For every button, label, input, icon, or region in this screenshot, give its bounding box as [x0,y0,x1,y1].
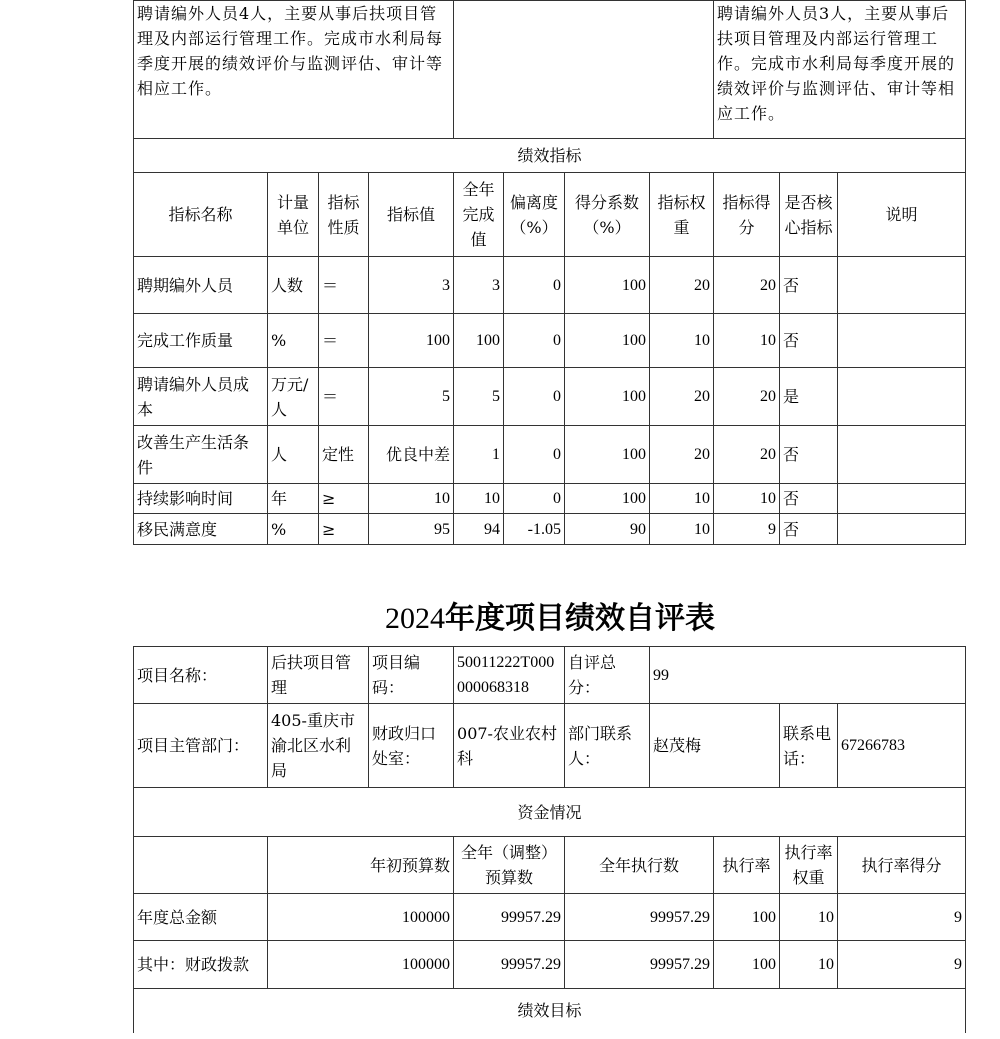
funds-score: 9 [838,894,966,941]
indicator-weight: 20 [650,368,714,426]
header-cell: 指标性质 [319,173,369,257]
indicator-target: 3 [369,257,454,314]
indicator-note [838,257,966,314]
funds-row-label: 年度总金额 [134,894,268,941]
indicator-name: 完成工作质量 [134,314,268,368]
empty-cell [134,837,268,894]
table-row [134,514,966,545]
indicator-weight: 20 [650,257,714,314]
indicator-name: 移民满意度 [134,514,268,545]
indicator-coef: 100 [565,314,650,368]
page-title [0,600,1000,638]
table-row [134,257,966,314]
indicator-score: 20 [714,257,780,314]
table-row [134,894,966,941]
indicator-target: 5 [369,368,454,426]
funds-section-title: 资金情况 [134,788,966,837]
indicator-coef: 100 [565,426,650,484]
funds-adjusted: 99957.29 [454,894,565,941]
header-cell: 执行率得分 [838,837,966,894]
funds-rate: 100 [714,941,780,989]
indicator-weight: 10 [650,484,714,514]
indicator-coef: 100 [565,368,650,426]
header-cell: 偏离度（%） [504,173,565,257]
header-cell: 指标值 [369,173,454,257]
header-row [134,173,966,257]
indicator-name: 持续影响时间 [134,484,268,514]
header-cell: 得分系数（%） [565,173,650,257]
indicator-deviation: 0 [504,484,565,514]
indicator-coef: 90 [565,514,650,545]
dept-label: 项目主管部门： [134,704,268,788]
header-cell: 计量单位 [268,173,319,257]
funds-header-row [134,837,966,894]
indicator-deviation: 0 [504,426,565,484]
finance-value: 007-农业农村科 [454,704,565,788]
indicator-name: 聘期编外人员 [134,257,268,314]
project-code-label: 项目编码： [369,647,454,704]
table-row [134,484,966,514]
contact-label: 部门联系人： [565,704,650,788]
indicator-score: 9 [714,514,780,545]
goal-description-left: 聘请编外人员4人，主要从事后扶项目管理及内部运行管理工作。完成市水利局每季度开展的绩效评价与监测评估、审计等相应工作。 [134,1,454,139]
indicator-nature: ＝ [319,368,369,426]
header-cell: 全年（调整）预算数 [454,837,565,894]
performance-indicator-table [133,0,966,545]
funds-initial: 100000 [268,941,454,989]
indicator-target: 95 [369,514,454,545]
indicator-weight: 10 [650,314,714,368]
header-cell: 年初预算数 [268,837,454,894]
indicator-note [838,368,966,426]
self-score-value: 99 [650,647,966,704]
indicator-target: 优良中差 [369,426,454,484]
table-row [134,941,966,989]
indicator-note [838,314,966,368]
indicator-actual: 3 [454,257,504,314]
indicator-score: 20 [714,426,780,484]
indicator-deviation: 0 [504,368,565,426]
goals-section-title: 绩效目标 [134,989,966,1033]
dept-value: 405-重庆市渝北区水利局 [268,704,369,788]
indicator-actual: 10 [454,484,504,514]
indicator-coef: 100 [565,484,650,514]
indicator-core: 否 [780,426,838,484]
self-score-label: 自评总分： [565,647,650,704]
indicator-deviation: 0 [504,257,565,314]
indicator-core: 是 [780,368,838,426]
phone-label: 联系电话： [780,704,838,788]
header-cell: 指标名称 [134,173,268,257]
indicator-unit: 年 [268,484,319,514]
indicator-nature: ≥ [319,484,369,514]
funds-executed: 99957.29 [565,894,714,941]
indicator-score: 10 [714,314,780,368]
indicator-unit: % [268,314,319,368]
self-evaluation-table [133,646,966,1033]
project-name-value: 后扶项目管理 [268,647,369,704]
funds-executed: 99957.29 [565,941,714,989]
indicator-unit: 人 [268,426,319,484]
project-code-value: 50011222T000000068318 [454,647,565,704]
indicator-unit: 万元/人 [268,368,319,426]
indicator-name: 聘请编外人员成本 [134,368,268,426]
indicator-weight: 20 [650,426,714,484]
indicator-note [838,514,966,545]
indicator-core: 否 [780,484,838,514]
indicator-score: 10 [714,484,780,514]
header-cell: 说明 [838,173,966,257]
funds-weight: 10 [780,894,838,941]
indicator-unit: 人数 [268,257,319,314]
header-cell: 是否核心指标 [780,173,838,257]
indicator-note [838,484,966,514]
indicator-core: 否 [780,257,838,314]
indicator-nature: ≥ [319,514,369,545]
funds-score: 9 [838,941,966,989]
contact-value: 赵茂梅 [650,704,780,788]
project-info-row [134,647,966,704]
header-cell: 全年完成值 [454,173,504,257]
title-text: 年度项目绩效自评表 [445,601,715,636]
table-row [134,368,966,426]
header-cell: 全年执行数 [565,837,714,894]
indicator-name: 改善生产生活条件 [134,426,268,484]
title-year: 2024 [385,602,445,635]
section-title: 绩效指标 [134,139,966,173]
description-row [134,1,966,139]
indicator-actual: 94 [454,514,504,545]
phone-value: 67266783 [838,704,966,788]
goal-description-right: 聘请编外人员3人，主要从事后扶项目管理及内部运行管理工作。完成市水利局每季度开展的绩效评价与监测评估、审计等相应工作。 [714,1,966,139]
indicator-deviation: -1.05 [504,514,565,545]
header-cell: 执行率权重 [780,837,838,894]
funds-rate: 100 [714,894,780,941]
indicator-nature: ＝ [319,257,369,314]
funds-adjusted: 99957.29 [454,941,565,989]
empty-cell [454,1,714,139]
indicator-actual: 5 [454,368,504,426]
indicator-score: 20 [714,368,780,426]
indicator-actual: 1 [454,426,504,484]
table-row [134,314,966,368]
department-row [134,704,966,788]
header-cell: 执行率 [714,837,780,894]
funds-row-label: 其中：财政拨款 [134,941,268,989]
indicator-nature: ＝ [319,314,369,368]
header-cell: 指标权重 [650,173,714,257]
indicator-actual: 100 [454,314,504,368]
indicator-unit: % [268,514,319,545]
indicator-core: 否 [780,514,838,545]
indicator-target: 10 [369,484,454,514]
indicator-nature: 定性 [319,426,369,484]
indicator-note [838,426,966,484]
indicator-deviation: 0 [504,314,565,368]
finance-label: 财政归口处室： [369,704,454,788]
project-name-label: 项目名称： [134,647,268,704]
funds-weight: 10 [780,941,838,989]
indicator-target: 100 [369,314,454,368]
indicator-core: 否 [780,314,838,368]
funds-initial: 100000 [268,894,454,941]
indicator-coef: 100 [565,257,650,314]
header-cell: 指标得分 [714,173,780,257]
indicator-weight: 10 [650,514,714,545]
table-row [134,426,966,484]
